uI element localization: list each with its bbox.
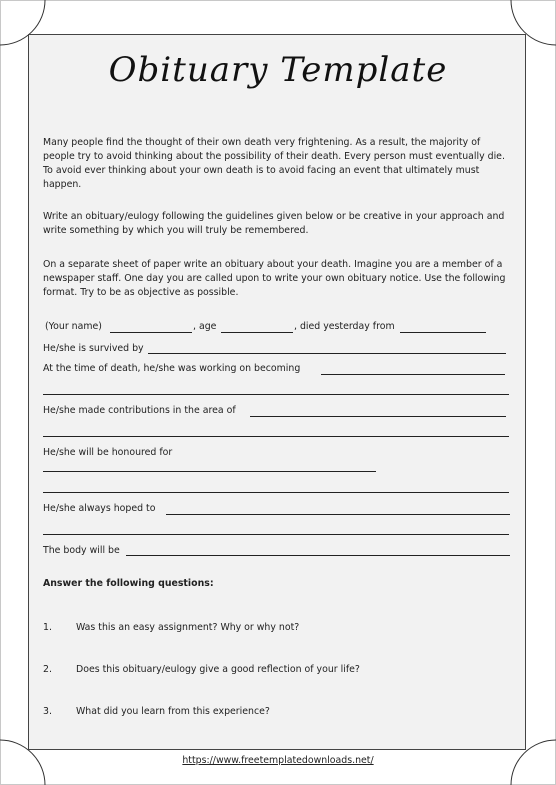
died-label: , died yesterday from — [294, 321, 395, 332]
your-name-label: (Your name) — [45, 321, 102, 332]
question-number: 2. — [43, 664, 52, 675]
contributions-label: He/she made contributions in the area of — [43, 405, 236, 416]
contributions-field[interactable] — [250, 416, 506, 417]
intro-paragraph-1: Many people find the thought of their own death very frightening. As a result, the majority of people try to avoid thinking about the possibility of their death. Every person must eventually die. To avoid ever thinking about your own death is to avoid facing an event that ultimately must happen. — [43, 137, 505, 190]
working-on-field[interactable] — [321, 374, 505, 375]
hoped-to-label: He/she always hoped to — [43, 503, 156, 514]
body-field[interactable] — [126, 555, 510, 556]
body-label: The body will be — [43, 545, 120, 556]
cause-field[interactable] — [400, 332, 486, 333]
honoured-for-field-2[interactable] — [43, 492, 509, 493]
question-text: Does this obituary/eulogy give a good reflection of your life? — [76, 664, 360, 675]
contributions-field-2[interactable] — [43, 436, 509, 437]
name-field[interactable] — [110, 332, 192, 333]
survived-by-field[interactable] — [148, 353, 506, 354]
question-text: Was this an easy assignment? Why or why not? — [76, 622, 300, 633]
question-number: 1. — [43, 622, 52, 633]
hoped-to-field[interactable] — [166, 514, 510, 515]
footer-link[interactable]: https://www.freetemplatedownloads.net/ — [182, 755, 374, 766]
questions-heading: Answer the following questions: — [43, 578, 214, 589]
intro-paragraph-2: Write an obituary/eulogy following the guidelines given below or be creative in your approach and write something by which you will truly be remembered. — [43, 211, 505, 236]
honoured-for-field[interactable] — [43, 471, 376, 472]
intro-paragraph-3: On a separate sheet of paper write an obituary about your death. Imagine you are a member of a newspaper staff. One day you are called upon to write your own obituary notice. Use the following format. Try to be as objective as possible. — [43, 259, 506, 298]
working-on-label: At the time of death, he/she was working on becoming — [43, 363, 301, 374]
question-number: 3. — [43, 706, 52, 717]
question-text: What did you learn from this experience? — [76, 706, 270, 717]
age-label: , age — [193, 321, 217, 332]
survived-by-label: He/she is survived by — [43, 343, 144, 354]
honoured-for-label: He/she will be honoured for — [43, 447, 173, 458]
working-on-field-2[interactable] — [43, 394, 509, 395]
hoped-to-field-2[interactable] — [43, 534, 509, 535]
page-title: Obituary Template — [108, 50, 448, 90]
age-field[interactable] — [221, 332, 293, 333]
